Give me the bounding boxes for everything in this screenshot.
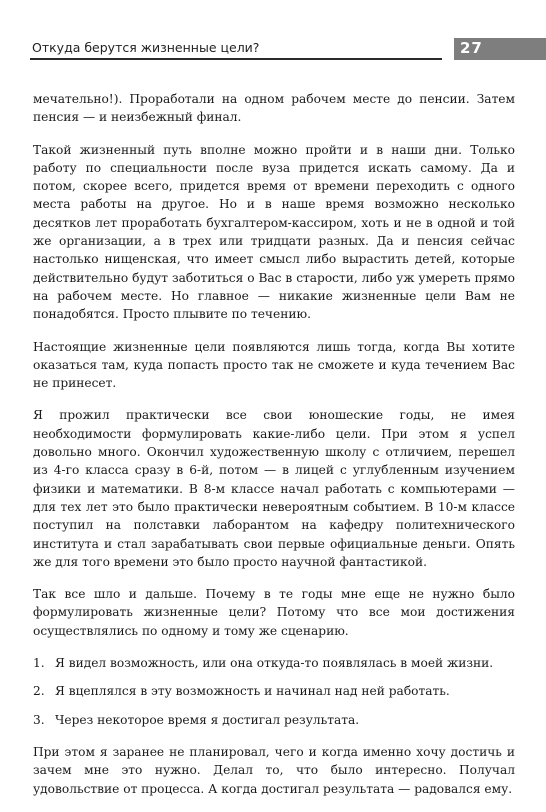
paragraph: Я прожил практически все свои юношеские годы, не имея необходимости формулировать какие-либо цели. При этом я успел довольно много. Окончил художественную школу с отличием, перешел из 4-го класса сразу в 6-й, потом — в лицей с углубленным изучением физики и математики. В 8-м классе начал работать с компьютерами — для тех лет это было практически невероятным событием. В 10-м классе поступил на полставки лаборантом на кафедру политехнического института и стал зарабатывать свои первые официальные деньги. Опять же для того времени это было просто научной фантастикой. xyxy=(33,408,515,569)
paragraph: мечательно!). Проработали на одном рабочем месте до пенсии. Затем пенсия — и неизбежный финал. xyxy=(33,92,515,125)
paragraph: При этом я заранее не планировал, чего и когда именно хочу достичь и зачем мне это нужно. Делал то, что было интересно. Получал удовольствие от процесса. А когда достигал результата — радовался ему. xyxy=(33,744,515,796)
list-text: Через некоторое время я достигал результата. xyxy=(55,712,360,727)
header-rule xyxy=(30,58,442,60)
page-body xyxy=(33,90,515,812)
list-item xyxy=(33,682,515,700)
list-number: 3. xyxy=(33,712,45,727)
page-number: 27 xyxy=(460,39,483,57)
paragraph: Такой жизненный путь вполне можно пройти и в наши дни. Только работу по специальности после вуза придется искать самому. Да и потом, скорее всего, придется время от времени переходить с одного места работы на другое. Но и в наше время возможно несколько десятков лет проработать бухгалтером-кассиром, хоть и не в одной и той же организации, а в трех или тридцати разных. Да и пенсия сейчас настолько нищенская, что имеет смысл либо вырастить детей, которые действительно будут заботиться о Вас в старости, либо уж умереть прямо на рабочем месте. Но главное — никакие жизненные цели Вам не понадобятся. Просто плывите по течению. xyxy=(33,142,515,322)
list-number: 1. xyxy=(33,656,45,671)
running-head-title: Откуда берутся жизненные цели? xyxy=(32,40,260,55)
page-header xyxy=(30,38,515,60)
list-text: Я видел возможность, или она откуда-то появлялась в моей жизни. xyxy=(55,656,494,671)
paragraph: Настоящие жизненные цели появляются лишь тогда, когда Вы хотите оказаться там, куда попасть просто так не сможете и куда течением Вас не принесет. xyxy=(33,339,515,391)
list-number: 2. xyxy=(33,684,45,699)
paragraph: Так все шло и дальше. Почему в те годы мне еще не нужно было формулировать жизненные цели? Потому что все мои достижения осуществлялись по одному и тому же сценарию. xyxy=(33,587,515,638)
list-text: Я вцеплялся в эту возможность и начинал над ней работать. xyxy=(55,684,450,699)
list-item xyxy=(33,711,515,729)
list-item xyxy=(33,654,515,672)
